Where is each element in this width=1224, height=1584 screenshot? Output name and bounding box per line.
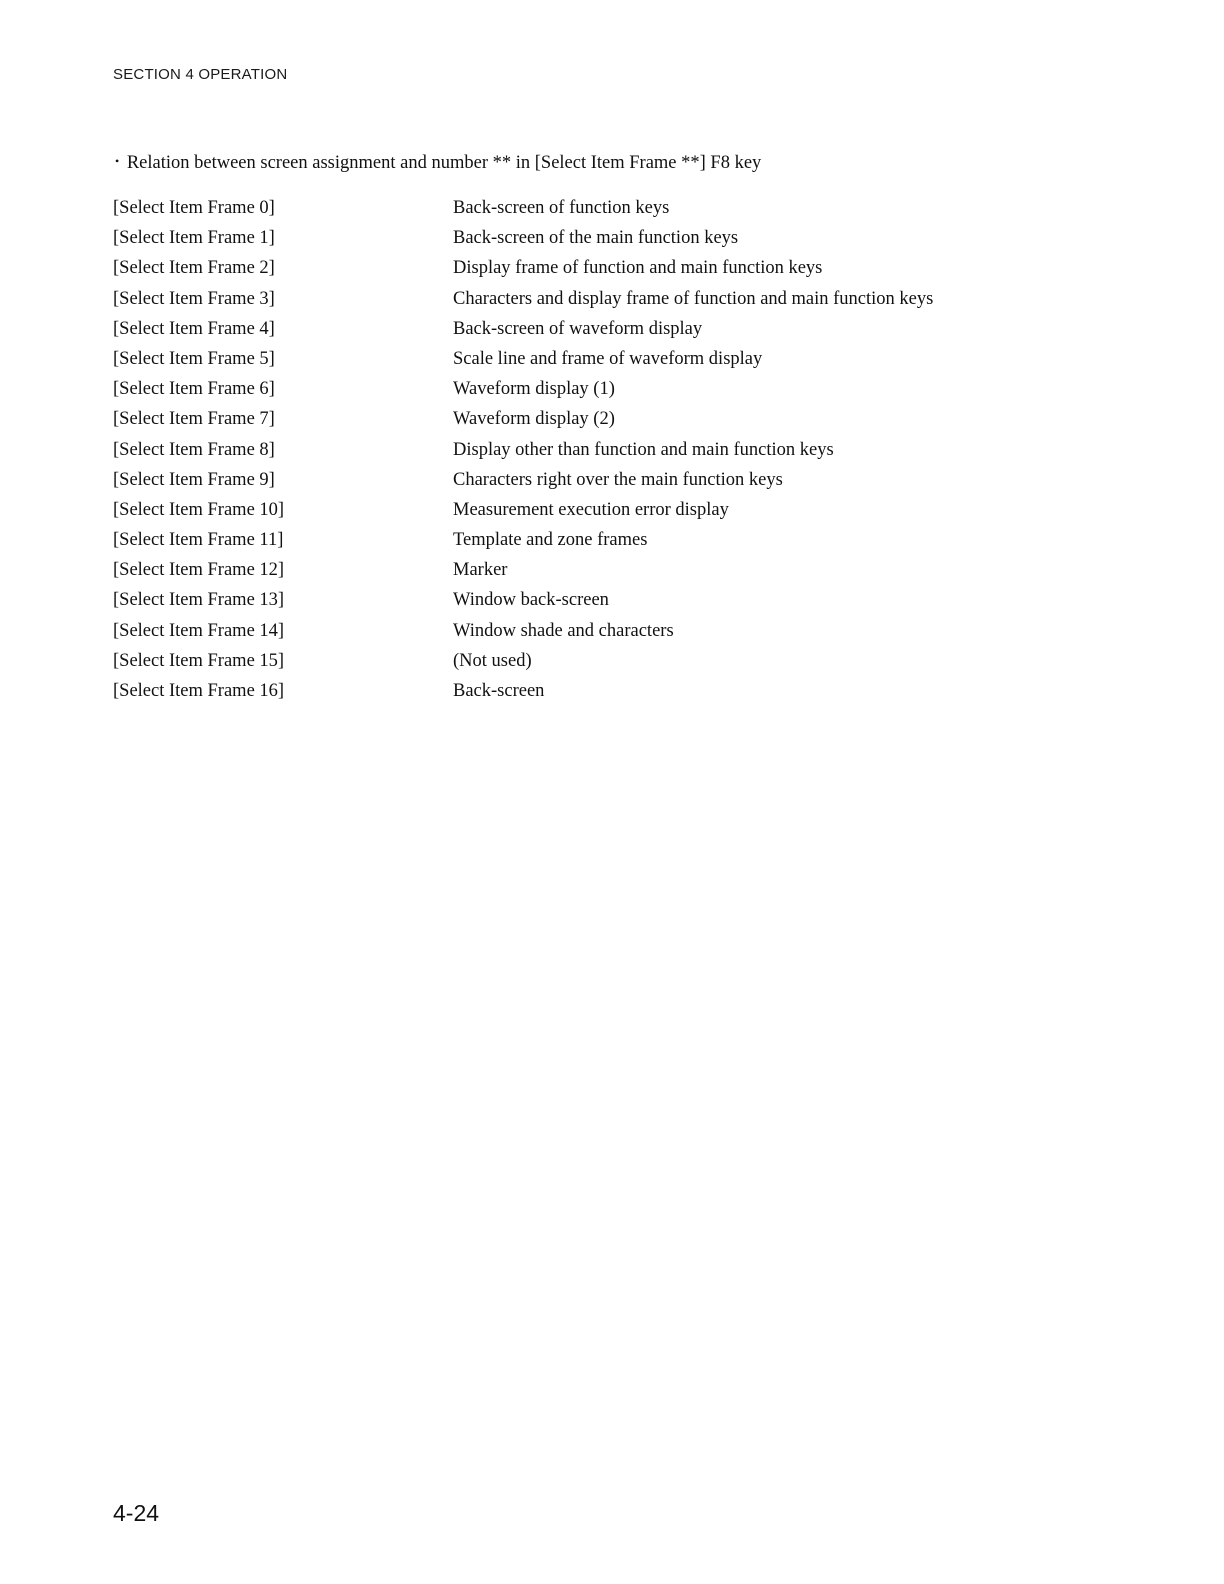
list-item xyxy=(113,558,1013,588)
page-number: 4-24 xyxy=(113,1500,160,1526)
frame-description: Back-screen of waveform display xyxy=(453,318,703,339)
list-item xyxy=(113,649,1013,679)
frame-key: [Select Item Frame 15] xyxy=(113,650,285,671)
frame-key: [Select Item Frame 12] xyxy=(113,560,285,581)
list-item xyxy=(113,588,1013,618)
list-item xyxy=(113,468,1013,498)
list-item xyxy=(113,317,1013,347)
frame-key: [Select Item Frame 6] xyxy=(113,379,275,400)
frame-description: Display frame of function and main function keys xyxy=(453,258,823,279)
list-item xyxy=(113,528,1013,558)
list-item xyxy=(113,196,1013,226)
bullet-icon: • xyxy=(115,154,120,168)
list-item xyxy=(113,438,1013,468)
list-item xyxy=(113,347,1013,377)
frame-key: [Select Item Frame 1] xyxy=(113,228,275,249)
frame-key: [Select Item Frame 2] xyxy=(113,258,275,279)
list-item xyxy=(113,377,1013,407)
list-item xyxy=(113,226,1013,256)
list-item xyxy=(113,407,1013,437)
frame-description: Waveform display (2) xyxy=(453,409,615,430)
intro-text: Relation between screen assignment and number ** in [Select Item Frame **] F8 key xyxy=(126,153,762,173)
frame-assignment-list xyxy=(113,196,1013,709)
frame-description: Window back-screen xyxy=(453,590,609,611)
frame-description: Back-screen of the main function keys xyxy=(453,228,739,249)
frame-description: Window shade and characters xyxy=(453,620,674,641)
frame-key: [Select Item Frame 13] xyxy=(113,590,285,611)
frame-description: Back-screen of function keys xyxy=(453,198,670,218)
frame-key: [Select Item Frame 10] xyxy=(113,499,285,520)
list-item xyxy=(113,498,1013,528)
intro-line xyxy=(115,153,761,174)
frame-description: Waveform display (1) xyxy=(453,379,615,400)
list-item xyxy=(113,256,1013,286)
list-item xyxy=(113,287,1013,317)
frame-key: [Select Item Frame 11] xyxy=(113,530,284,551)
frame-description: Template and zone frames xyxy=(453,530,648,551)
frame-description: Display other than function and main function keys xyxy=(453,439,834,460)
frame-key: [Select Item Frame 9] xyxy=(113,469,275,490)
frame-key: [Select Item Frame 7] xyxy=(113,409,275,430)
frame-description: Characters and display frame of function and main function keys xyxy=(453,288,934,309)
frame-description: Scale line and frame of waveform display xyxy=(453,348,763,369)
frame-description: Marker xyxy=(453,560,508,581)
frame-key: [Select Item Frame 0] xyxy=(113,198,275,218)
frame-key: [Select Item Frame 16] xyxy=(113,681,285,701)
frame-description: Back-screen xyxy=(453,681,545,701)
frame-description: (Not used) xyxy=(453,650,532,671)
frame-key: [Select Item Frame 5] xyxy=(113,348,275,369)
frame-key: [Select Item Frame 4] xyxy=(113,318,275,339)
frame-description: Measurement execution error display xyxy=(453,499,729,520)
list-item xyxy=(113,619,1013,649)
frame-key: [Select Item Frame 8] xyxy=(113,439,275,460)
list-item xyxy=(113,679,1013,709)
frame-description: Characters right over the main function keys xyxy=(453,469,783,490)
section-header: SECTION 4 OPERATION xyxy=(113,66,288,83)
frame-key: [Select Item Frame 14] xyxy=(113,620,285,641)
frame-key: [Select Item Frame 3] xyxy=(113,288,275,309)
